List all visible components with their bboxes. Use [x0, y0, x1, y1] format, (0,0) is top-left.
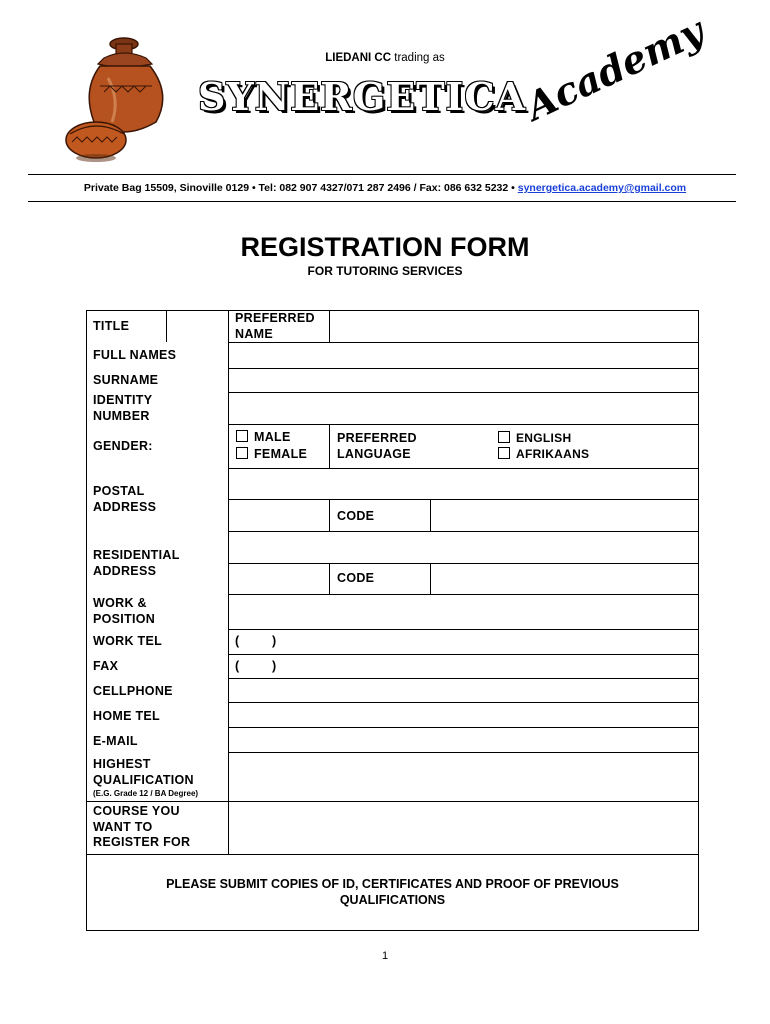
- page-subtitle: FOR TUTORING SERVICES: [307, 264, 463, 278]
- checkbox-icon[interactable]: [236, 430, 248, 442]
- page-title: REGISTRATION FORM: [240, 232, 530, 262]
- submission-notice: PLEASE SUBMIT COPIES OF ID, CERTIFICATES AND PROOF OF PREVIOUS QUALIFICATIONS: [166, 877, 619, 907]
- registration-form-table: [86, 310, 699, 931]
- full-names-label: FULL NAMES: [93, 348, 177, 362]
- title-label: TITLE: [93, 319, 130, 333]
- cellphone-label: CELLPHONE: [93, 684, 173, 698]
- postal-address-label: POSTAL ADDRESS: [93, 484, 157, 514]
- work-position-label: WORK & POSITION: [93, 596, 156, 626]
- checkbox-icon[interactable]: [236, 447, 248, 459]
- header-rule-bottom: [28, 201, 736, 202]
- home-tel-label: HOME TEL: [93, 709, 160, 723]
- highest-qualification-label: HIGHEST QUALIFICATION: [93, 757, 194, 787]
- checkbox-icon[interactable]: [498, 447, 510, 459]
- fax-code-open: (: [235, 659, 240, 673]
- work-tel-code-close: ): [272, 634, 277, 648]
- preferred-name-label: PREFERRED NAME: [235, 311, 315, 341]
- postal-code-label: CODE: [337, 509, 375, 523]
- male-option[interactable]: MALE: [236, 430, 291, 446]
- brand-sub: Academy: [518, 7, 711, 129]
- residential-address-label: RESIDENTIAL ADDRESS: [93, 548, 180, 578]
- work-tel-code-open: (: [235, 634, 240, 648]
- clay-pot-logo: [60, 30, 180, 170]
- header-rule-top: [28, 174, 736, 175]
- course-label: COURSE YOU WANT TO REGISTER FOR: [93, 804, 191, 849]
- afrikaans-option[interactable]: AFRIKAANS: [498, 447, 589, 463]
- work-tel-label: WORK TEL: [93, 634, 163, 648]
- page-number: 1: [381, 950, 389, 962]
- english-option[interactable]: ENGLISH: [498, 431, 571, 447]
- email-label: E-MAIL: [93, 734, 138, 748]
- fax-code-close: ): [272, 659, 277, 673]
- identity-number-label: IDENTITY NUMBER: [93, 393, 153, 423]
- preferred-language-label: PREFERRED LANGUAGE: [337, 431, 417, 461]
- brand-name: SYNERGETICA: [198, 74, 527, 119]
- residential-code-label: CODE: [337, 571, 375, 585]
- surname-label: SURNAME: [93, 373, 159, 387]
- checkbox-icon[interactable]: [498, 431, 510, 443]
- fax-label: FAX: [93, 659, 119, 673]
- gender-label: GENDER:: [93, 439, 153, 453]
- contact-line: Private Bag 15509, Sinoville 0129 • Tel: 082 907 4327/071 287 2496 / Fax: 086 632 5232 • synergetica.academy@gmail.com: [83, 182, 687, 194]
- female-option[interactable]: FEMALE: [236, 447, 307, 463]
- trading-as-line: LIEDANI CC trading as: [325, 52, 445, 64]
- email-link[interactable]: synergetica.academy@gmail.com: [517, 182, 687, 194]
- qualification-hint: (E.G. Grade 12 / BA Degree): [93, 789, 199, 798]
